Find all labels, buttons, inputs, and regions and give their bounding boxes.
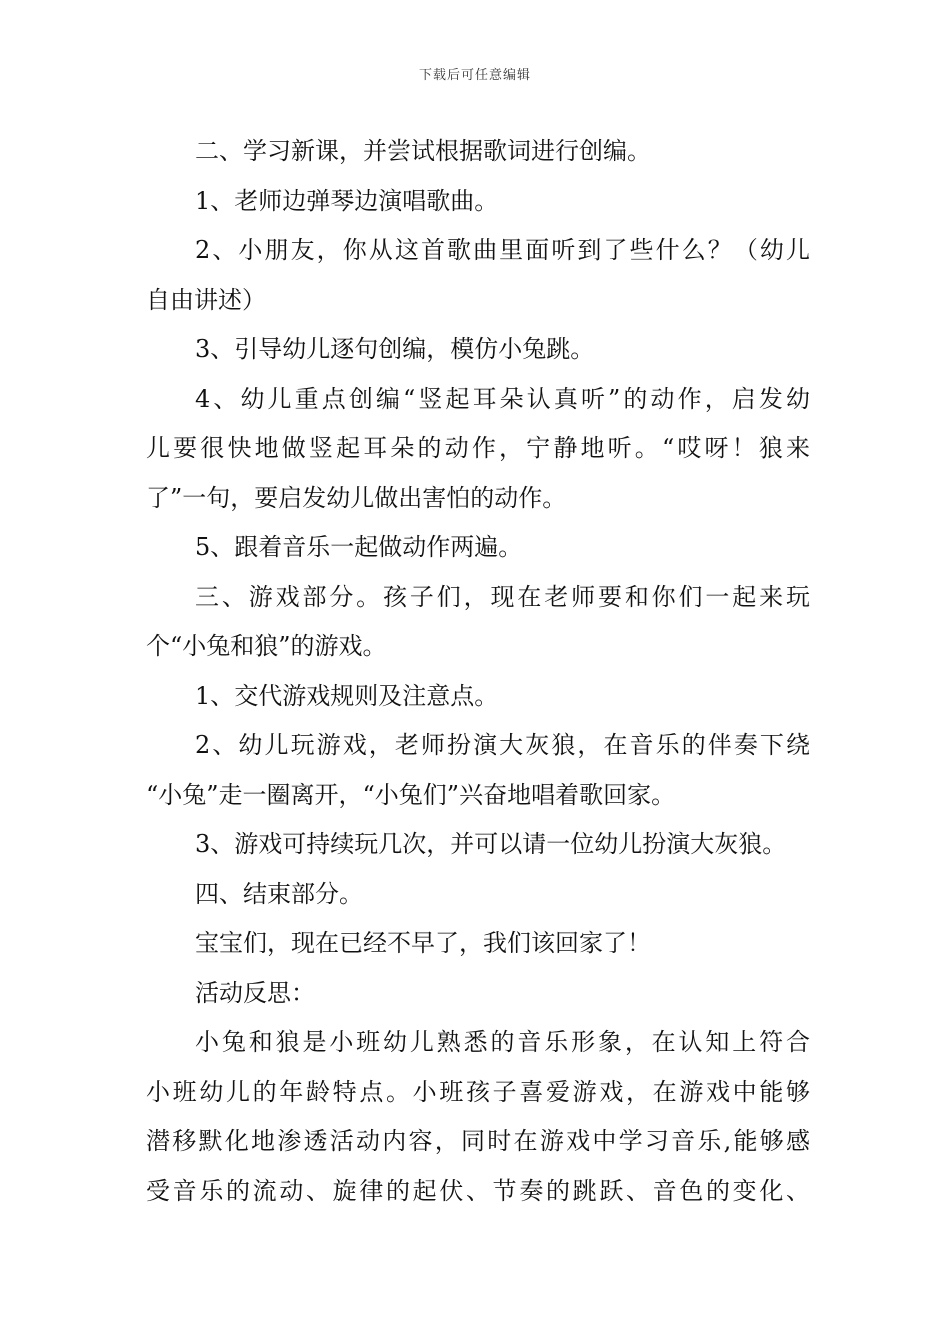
paragraph-line: 2、小朋友，你从这首歌曲里面听到了些什么？（幼儿: [195, 236, 810, 264]
paragraph-line: 自由讲述）: [146, 285, 266, 314]
paragraph-line: 小兔和狼是小班幼儿熟悉的音乐形象，在认知上符合: [195, 1028, 810, 1056]
paragraph-line: 了”一句，要启发幼儿做出害怕的动作。: [146, 483, 567, 512]
paragraph-line: 4、幼儿重点创编“竖起耳朵认真听”的动作，启发幼: [195, 384, 810, 413]
page-header: 下载后可任意编辑: [418, 68, 531, 83]
paragraph-line: 潜移默化地渗透活动内容，同时在游戏中学习音乐,能够感: [146, 1127, 810, 1155]
paragraph-line: 1、老师边弹琴边演唱歌曲。: [195, 186, 499, 215]
paragraph-line: 四、结束部分。: [195, 879, 363, 908]
paragraph-line: 宝宝们，现在已经不早了，我们该回家了！: [195, 929, 651, 957]
paragraph-line: 活动反思：: [195, 978, 315, 1007]
paragraph-line: 个“小兔和狼”的游戏。: [146, 632, 387, 660]
paragraph-line: 3、引导幼儿逐句创编，模仿小兔跳。: [195, 335, 595, 363]
paragraph-line: 二、学习新课，并尝试根据歌词进行创编。: [195, 137, 651, 165]
paragraph-line: 儿要很快地做竖起耳朵的动作，宁静地听。“哎呀！狼来: [146, 434, 810, 462]
paragraph-line: 2、幼儿玩游戏，老师扮演大灰狼，在音乐的伴奏下绕: [195, 731, 810, 759]
paragraph-line: 5、跟着音乐一起做动作两遍。: [195, 533, 523, 561]
paragraph-line: 1、交代游戏规则及注意点。: [195, 681, 499, 710]
paragraph-line: 三、游戏部分。孩子们，现在老师要和你们一起来玩: [195, 582, 810, 611]
paragraph-line: “小兔”走一圈离开，“小兔们”兴奋地唱着歌回家。: [146, 780, 676, 809]
paragraph-line: 受音乐的流动、旋律的起伏、节奏的跳跃、音色的变化、: [146, 1176, 810, 1205]
paragraph-line: 小班幼儿的年龄特点。小班孩子喜爱游戏，在游戏中能够: [146, 1077, 810, 1106]
paragraph-line: 3、游戏可持续玩几次，并可以请一位幼儿扮演大灰狼。: [195, 830, 787, 858]
document-body: [146, 127, 810, 1216]
